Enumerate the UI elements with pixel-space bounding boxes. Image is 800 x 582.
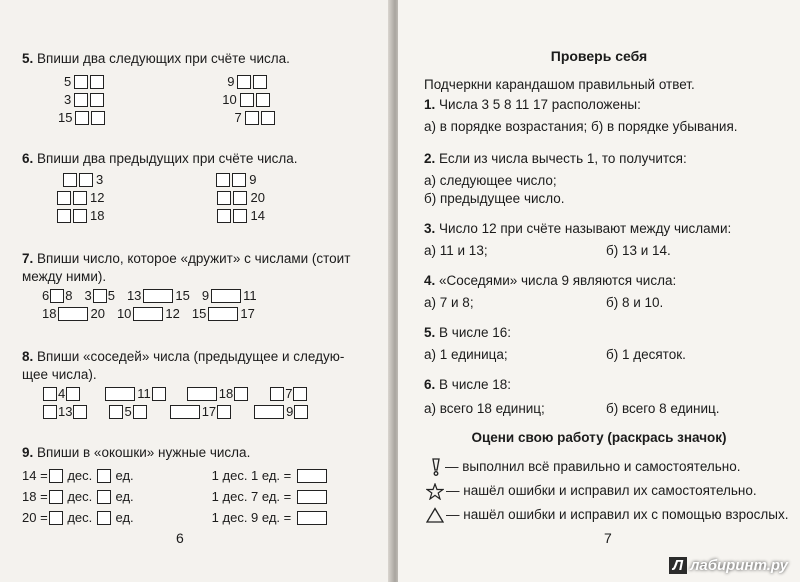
answer-box[interactable]: [256, 93, 270, 107]
left-page: [0, 0, 392, 582]
answer-box[interactable]: [66, 387, 80, 401]
answer-box[interactable]: [90, 75, 104, 89]
answer-box[interactable]: [294, 405, 308, 419]
equals-sign: =: [40, 468, 48, 483]
question-text: Число 12 при счёте называют между числами:: [439, 221, 732, 236]
task7-num: 3: [84, 288, 92, 303]
page-number-left: 6: [176, 530, 184, 546]
answer-option-b[interactable]: б) 13 и 14.: [606, 243, 671, 258]
answer-box[interactable]: [97, 490, 111, 504]
question-1: [424, 96, 641, 114]
answer-box[interactable]: [152, 387, 166, 401]
task7-heading: [22, 250, 350, 286]
answer-box[interactable]: [216, 173, 230, 187]
answer-box[interactable]: [293, 387, 307, 401]
task5-num: 3: [64, 92, 72, 107]
answer-option-a[interactable]: а) следующее число;: [424, 173, 557, 188]
evaluation-item: [426, 506, 788, 524]
answer-box[interactable]: [57, 191, 71, 205]
answer-box[interactable]: [73, 191, 87, 205]
task5-num: 5: [64, 74, 72, 89]
answer-box[interactable]: [233, 209, 247, 223]
unit-label: дес.: [67, 510, 93, 525]
answer-box[interactable]: [73, 209, 87, 223]
answer-box[interactable]: [237, 75, 251, 89]
task6-num: 20: [250, 190, 265, 205]
task6-num: 12: [90, 190, 105, 205]
answer-box[interactable]: [143, 289, 173, 303]
task5-text: Впиши два следующих при счёте числа.: [37, 51, 290, 66]
task8-num: 5: [124, 404, 132, 419]
answer-box[interactable]: [93, 289, 107, 303]
unit-label: ед.: [115, 510, 134, 525]
task7-num: 11: [243, 288, 257, 303]
question-text: Если из числа вычесть 1, то получится:: [439, 151, 687, 166]
task5-heading: [22, 50, 290, 68]
evaluation-text: — нашёл ошибки и исправил их самостоятельно.: [446, 483, 757, 498]
task7-num: 12: [165, 306, 180, 321]
evaluation-item: [426, 482, 757, 500]
answer-option-b[interactable]: б) 1 десяток.: [606, 347, 686, 362]
answer-box[interactable]: [105, 387, 135, 401]
answer-box[interactable]: [74, 75, 88, 89]
unit-label: ед.: [115, 489, 134, 504]
answer-box[interactable]: [232, 173, 246, 187]
answer-option-b[interactable]: б) 8 и 10.: [606, 295, 664, 310]
task5-num: 7: [234, 110, 242, 125]
unit-label: дес.: [67, 489, 93, 504]
task6-num: 9: [249, 172, 257, 187]
right-page: [398, 0, 800, 582]
question-number: 1.: [424, 97, 436, 112]
answer-box[interactable]: [297, 469, 327, 483]
task8-num: 11: [137, 386, 151, 401]
task6-heading: [22, 150, 298, 168]
answer-box[interactable]: [217, 405, 231, 419]
answer-box[interactable]: [43, 387, 57, 401]
task8-text-line2: щее числа).: [22, 367, 97, 382]
question-2: [424, 150, 687, 168]
question-number: 4.: [424, 273, 436, 288]
answer-box[interactable]: [187, 387, 217, 401]
answer-box[interactable]: [58, 307, 88, 321]
task5-row: [62, 74, 268, 89]
task6-num: 18: [90, 208, 105, 223]
logo-mark: Л: [669, 557, 687, 574]
question-text: «Соседями» числа 9 являются числа:: [439, 273, 677, 288]
task9-heading: [22, 444, 250, 462]
answer-box[interactable]: [97, 511, 111, 525]
answer-box[interactable]: [254, 405, 284, 419]
exclamation-icon[interactable]: [430, 458, 442, 476]
answer-option-a[interactable]: а) 11 и 13;: [424, 243, 488, 258]
answer-box[interactable]: [109, 405, 123, 419]
answer-box[interactable]: [261, 111, 275, 125]
answer-option-a[interactable]: а) 1 единица;: [424, 347, 508, 362]
answer-box[interactable]: [217, 191, 231, 205]
task7-num: 15: [175, 288, 190, 303]
task5-num: 9: [227, 74, 235, 89]
answer-option-b[interactable]: б) предыдущее число.: [424, 191, 565, 206]
task7-row2: [42, 306, 255, 321]
watermark-text: лабиринт.ру: [690, 557, 788, 574]
task8-text-line1: Впиши «соседей» числа (предыдущее и следую-: [37, 349, 345, 364]
star-icon[interactable]: [426, 483, 444, 500]
answer-box[interactable]: [240, 93, 254, 107]
task9-text: Впиши в «окошки» нужные числа.: [37, 445, 251, 460]
task8-row1: [42, 386, 308, 401]
answer-box[interactable]: [208, 307, 238, 321]
answer-box[interactable]: [133, 307, 163, 321]
task8-number: 8.: [22, 349, 34, 364]
answer-box[interactable]: [75, 111, 89, 125]
answer-box[interactable]: [79, 173, 93, 187]
answer-box[interactable]: [97, 469, 111, 483]
task7-num: 18: [42, 306, 57, 321]
evaluation-text: — выполнил всё правильно и самостоятельно.: [445, 459, 741, 474]
task5-row: [62, 92, 271, 107]
answer-box[interactable]: [297, 511, 327, 525]
answer-option-a[interactable]: а) всего 18 единиц;: [424, 401, 545, 416]
task8-num: 9: [286, 404, 294, 419]
task5-num: 10: [222, 92, 237, 107]
task8-heading: [22, 348, 344, 384]
answer-box[interactable]: [63, 173, 77, 187]
task8-num: 13: [58, 404, 73, 419]
task7-row1: [42, 288, 257, 303]
task8-num: 4: [58, 386, 66, 401]
answer-box[interactable]: [49, 469, 63, 483]
question-6: [424, 376, 511, 394]
task8-num: 18: [218, 386, 234, 401]
page-number-right: 7: [604, 530, 612, 546]
answer-box[interactable]: [74, 93, 88, 107]
task9-number: 9.: [22, 445, 34, 460]
task8-row2: [42, 404, 309, 419]
answer-box[interactable]: [73, 405, 87, 419]
task5-num: 15: [58, 110, 73, 125]
task6-row: [62, 172, 258, 187]
task6-row: [56, 208, 267, 223]
unit-label: ед.: [115, 468, 134, 483]
watermark-logo: [669, 557, 788, 574]
triangle-icon[interactable]: [426, 507, 444, 523]
question-5: [424, 324, 511, 342]
answer-box[interactable]: [217, 209, 231, 223]
answer-box[interactable]: [245, 111, 259, 125]
task7-number: 7.: [22, 251, 34, 266]
task6-text: Впиши два предыдущих при счёте числа.: [37, 151, 298, 166]
answer-box[interactable]: [253, 75, 267, 89]
task5-number: 5.: [22, 51, 34, 66]
task6-num: 3: [96, 172, 104, 187]
answer-box[interactable]: [43, 405, 57, 419]
answer-option-a[interactable]: а) 7 и 8;: [424, 295, 474, 310]
answer-box[interactable]: [270, 387, 284, 401]
answer-box[interactable]: [49, 490, 63, 504]
answer-option-b[interactable]: б) всего 8 единиц.: [606, 401, 720, 416]
answer-box[interactable]: [49, 511, 63, 525]
task9-num: 20: [22, 510, 37, 525]
task7-num: 5: [107, 288, 115, 303]
task7-num: 9: [201, 288, 210, 303]
task7-num: 20: [90, 306, 105, 321]
task9-line: [22, 510, 329, 525]
answer-box[interactable]: [233, 191, 247, 205]
answer-box[interactable]: [234, 387, 248, 401]
page-title: Проверь себя: [550, 48, 648, 64]
task7-num: 6: [42, 288, 50, 303]
evaluation-item: [430, 458, 741, 476]
task9-line: [22, 489, 329, 504]
task6-number: 6.: [22, 151, 34, 166]
task7-text-line1: Впиши число, которое «дружит» с числами (стоит: [37, 251, 351, 266]
answer-box[interactable]: [57, 209, 71, 223]
task8-num: 7: [285, 386, 293, 401]
answer-box[interactable]: [211, 289, 241, 303]
evaluation-text: — нашёл ошибки и исправил их с помощью взрослых.: [446, 507, 789, 522]
task7-num: 17: [240, 306, 255, 321]
task9-num: 14: [22, 468, 37, 483]
answer-box[interactable]: [90, 93, 104, 107]
task5-row: [56, 110, 276, 125]
question-number: 2.: [424, 151, 436, 166]
task9-expression: 1 дес. 1 ед. =: [211, 468, 292, 483]
answer-option[interactable]: а) в порядке возрастания; б) в порядке убывания.: [424, 119, 738, 134]
question-text: В числе 18:: [439, 377, 512, 392]
task8-num: 17: [201, 404, 217, 419]
answer-box[interactable]: [170, 405, 200, 419]
equals-sign: =: [40, 510, 48, 525]
task7-text-line2: между ними).: [22, 269, 107, 284]
question-text: В числе 16:: [439, 325, 512, 340]
answer-box[interactable]: [297, 490, 327, 504]
question-number: 3.: [424, 221, 436, 236]
task7-num: 13: [126, 288, 142, 303]
question-3: [424, 220, 731, 238]
task7-num: 10: [116, 306, 132, 321]
answer-box[interactable]: [91, 111, 105, 125]
task6-row: [56, 190, 267, 205]
unit-label: дес.: [67, 468, 93, 483]
task7-num: 8: [65, 288, 73, 303]
task9-expression: 1 дес. 9 ед. =: [211, 510, 292, 525]
equals-sign: =: [40, 489, 48, 504]
answer-box[interactable]: [133, 405, 147, 419]
question-number: 5.: [424, 325, 436, 340]
instruction: Подчеркни карандашом правильный ответ.: [424, 77, 695, 92]
task6-num: 14: [250, 208, 265, 223]
question-text: Числа 3 5 8 11 17 расположены:: [439, 97, 641, 112]
answer-box[interactable]: [50, 289, 64, 303]
task9-expression: 1 дес. 7 ед. =: [211, 489, 292, 504]
task7-num: 15: [191, 306, 207, 321]
question-4: [424, 272, 676, 290]
question-number: 6.: [424, 377, 436, 392]
evaluation-title: Оцени свою работу (раскрась значок): [471, 430, 727, 445]
task9-num: 18: [22, 489, 37, 504]
task9-line: [22, 468, 329, 483]
